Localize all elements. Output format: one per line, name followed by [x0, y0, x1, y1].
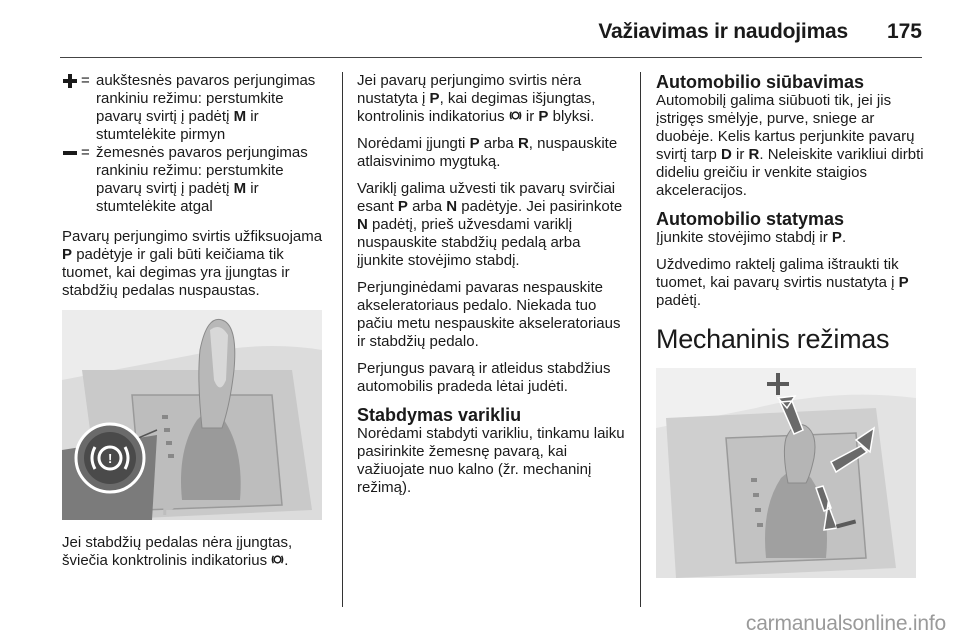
- paragraph-engage-p-r: Norėdami įjungti P arba R, nuspauskite atlaisvinimo mygtuką.: [357, 135, 618, 170]
- brake-warning-icon: [509, 109, 522, 122]
- column-2: [357, 72, 627, 506]
- watermark: carmanualsonline.info: [745, 612, 946, 635]
- paragraph-creep: Perjungus pavarą ir atleidus stabdžius automobilis pradeda lėtai judėti.: [357, 360, 611, 395]
- heading-rocking: Automobilio siūbavimas: [656, 72, 865, 92]
- column-divider: [640, 72, 641, 607]
- paragraph-accelerator: Perjunginėdami pavaras nespauskite akseleratoriaus pedalo. Niekada tuo pačiu metu nespauskite akseleratoriaus ir stabdžių pedalo.: [357, 279, 621, 350]
- page-header: [60, 18, 922, 58]
- gear-lever-brake-illustration: [62, 310, 322, 520]
- paragraph-rocking: Automobilį galima siūbuoti tik, jei jis įstrigęs smėlyje, purve, sniege ar duobėje. Kelis kartus perjunkite pavarų svirtį tarp D ir R. Neleiskite varikliui dirbti dideliu greičiu ir venkite staigios akceleracijos.: [656, 92, 924, 199]
- minus-icon: [62, 145, 78, 161]
- heading-parking: Automobilio statymas: [656, 209, 845, 229]
- svg-text:P: P: [162, 498, 176, 520]
- plus-icon: [62, 73, 78, 89]
- paragraph-parking-brake: Įjunkite stovėjimo stabdį ir P.: [656, 229, 847, 246]
- column-3: [656, 72, 926, 578]
- brake-warning-icon: [271, 553, 284, 566]
- paragraph-engine-braking: Norėdami stabdyti varikliu, tinkamu laiku pasirinkite žemesnę pavarą, kai važiuojate nuo kalno (žr. mechaninį režimą).: [357, 425, 625, 496]
- page-title: Važiavimas ir naudojimas: [598, 20, 848, 43]
- paragraph-start-engine: Variklį galima užvesti tik pavarų svirčiai esant P arba N padėtyje. Jei pasirinkote N padėtį, prieš užvesdami variklį nuspauskite stabdžių pedalą arba įjunkite stovėjimo stabdį.: [357, 180, 623, 269]
- paragraph-blink: Jei pavarų perjungimo svirtis nėra nustatyta į P, kai degimas išjungtas, kontrolinis indikatorius ir P blyksi.: [357, 72, 596, 125]
- svg-text:!: !: [108, 451, 113, 466]
- column-divider: [342, 72, 343, 607]
- manual-mode-illustration: [656, 368, 916, 578]
- paragraph-lock: Pavarų perjungimo svirtis užfiksuojama P padėtyje ir gali būti keičiama tik tuomet, kai degimas yra įjungtas ir stabdžių pedalas nuspaustas.: [62, 228, 323, 299]
- paragraph-key-removal: Uždvedimo raktelį galima ištraukti tik tuomet, kai pavarų svirtis nustatyta į P padėtį.: [656, 256, 909, 309]
- heading-engine-braking: Stabdymas varikliu: [357, 405, 522, 425]
- paragraph-indicator: Jei stabdžių pedalas nėra įjungtas, šviečia konktrolinis indikatorius .: [62, 534, 293, 569]
- column-1: [62, 72, 332, 579]
- definition-upshift: = aukštesnės pavaros perjungimas rankiniu režimu: perstumkite pavarų svirtį į padėtį M ir stumtelėkite pirmyn: [62, 72, 332, 144]
- heading-manual-mode: Mechaninis režimas: [656, 324, 890, 354]
- definition-downshift: = žemesnės pavaros perjungimas rankiniu režimu: perstumkite pavarų svirtį į padėtį M ir stumtelėkite atgal: [62, 144, 332, 216]
- page-number: 175: [886, 20, 922, 43]
